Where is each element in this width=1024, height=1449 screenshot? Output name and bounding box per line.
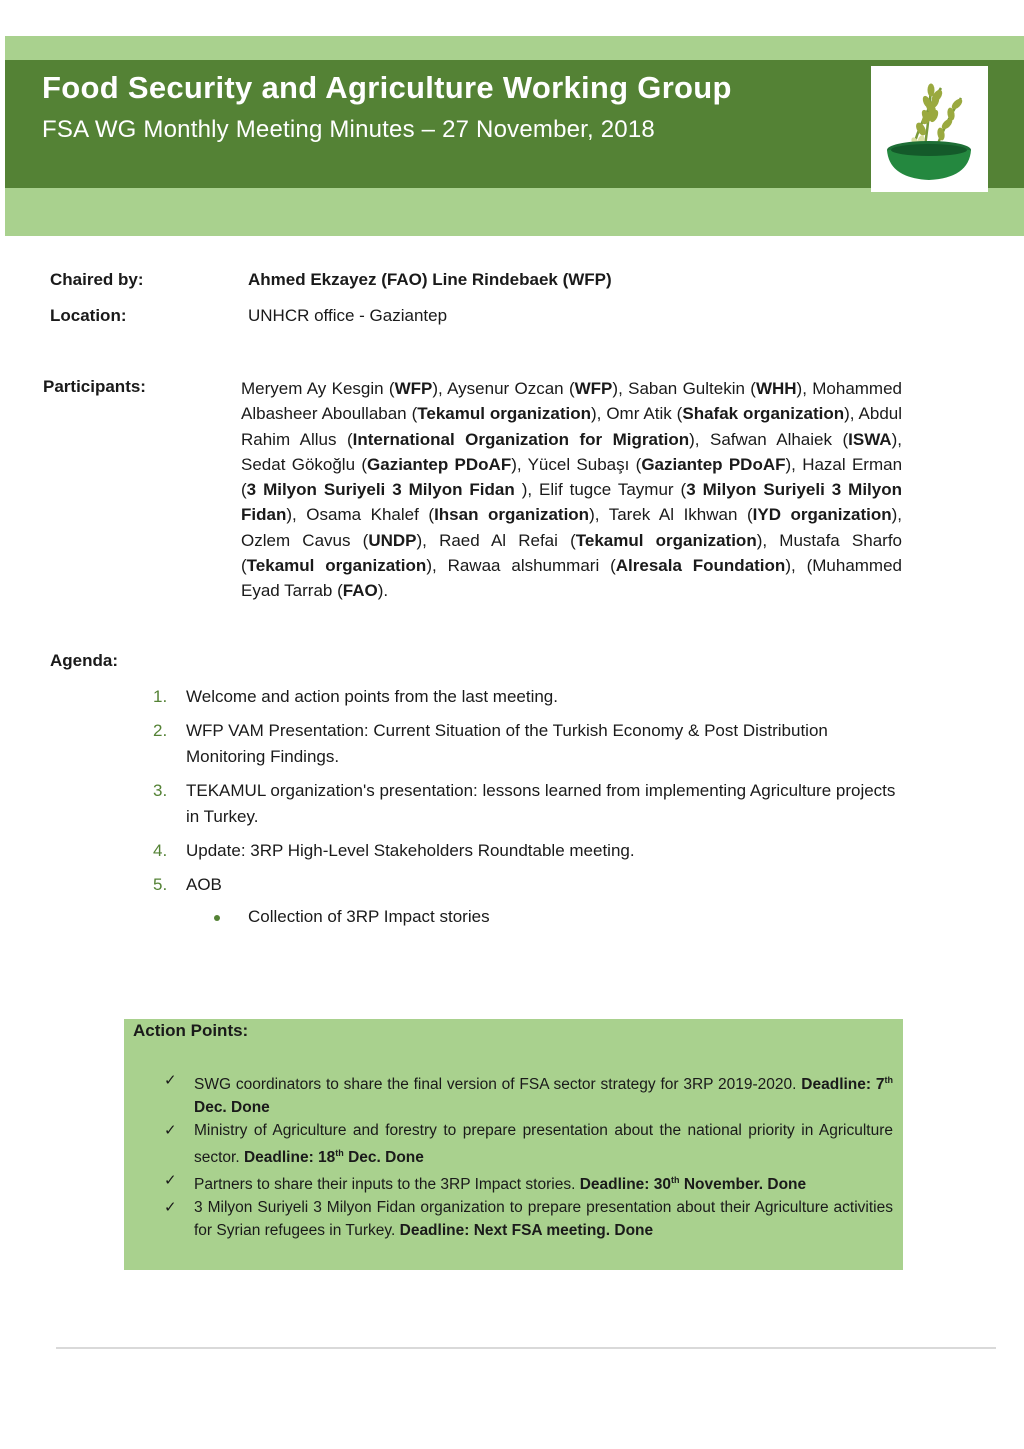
participant-org: International Organization for Migration: [352, 429, 690, 449]
participant-org: Tekamul organization: [575, 530, 757, 550]
deadline-suffix: th: [671, 1175, 680, 1186]
participant-name: Mohammed Albasheer Aboullaban: [241, 379, 903, 424]
agenda-text: Update: 3RP High-Level Stakeholders Roundtable meeting.: [186, 841, 635, 860]
participant-name: Aysenur Ozcan: [447, 379, 564, 398]
action-point-item: [164, 1196, 893, 1242]
participant-org: ISWA: [848, 429, 892, 449]
participant-name: Osama Khalef: [306, 505, 419, 525]
participant-org: UNDP: [368, 530, 417, 550]
bullet-icon: [214, 915, 220, 921]
deadline-day: 18: [318, 1149, 336, 1167]
chaired-by-label: Chaired by:: [50, 270, 144, 289]
deadline-day: 7: [875, 1076, 885, 1094]
checkmark-icon: ✓: [164, 1172, 177, 1190]
participant-org: 3 Milyon Suriyeli 3 Milyon Fidan: [246, 480, 522, 500]
action-point-deadline: [400, 1222, 654, 1239]
deadline-rest: Dec. Done: [194, 1099, 270, 1117]
agenda-text: AOB: [186, 875, 222, 894]
agenda-item: [150, 872, 902, 930]
participant-name: Ozlem Cavus: [241, 530, 351, 550]
action-points-list: [164, 1069, 893, 1242]
participant-org: WHH: [755, 379, 797, 398]
action-points-box: [124, 1019, 903, 1270]
participant-name: Meryem Ay Kesgin: [241, 379, 384, 398]
deadline-day: 30: [653, 1176, 672, 1194]
agenda-number: 4.: [153, 841, 168, 860]
action-point-text: SWG coordinators to share the final version of FSA sector strategy for 3RP 2019-2020.: [194, 1076, 802, 1094]
participant-name: Abdul Rahim Allus: [241, 404, 903, 449]
action-point-text: Ministry of Agriculture and forestry to prepare presentation about the national priority in Agriculture sector.: [194, 1122, 893, 1167]
chaired-by-value: Ahmed Ekzayez (FAO) Line Rindebaek (WFP): [248, 270, 612, 289]
agenda-item: [150, 718, 902, 770]
participant-name: Yücel Subaşı: [527, 454, 630, 474]
agenda-list: [150, 684, 902, 938]
participant-name: Omr Atik: [606, 404, 672, 424]
action-point-item: [164, 1169, 893, 1196]
participant-org: Tekamul organization: [417, 404, 591, 424]
location-label: Location:: [50, 306, 127, 325]
agenda-text: Welcome and action points from the last meeting.: [186, 687, 558, 706]
footer-divider: [56, 1347, 996, 1349]
logo: [871, 66, 988, 192]
participant-org: FAO: [342, 581, 378, 601]
agenda-text: TEKAMUL organization's presentation: lessons learned from implementing Agriculture projects in Turkey.: [186, 781, 896, 826]
action-points-label: Action Points:: [133, 1021, 249, 1040]
participant-org: WFP: [394, 379, 433, 398]
header-top-band: [5, 36, 1024, 60]
action-point-deadline: [244, 1149, 424, 1166]
action-point-text: Partners to share their inputs to the 3RP Impact stories.: [194, 1176, 580, 1194]
agenda-number: 3.: [153, 781, 168, 800]
participant-org: Gaziantep PDoAF: [367, 454, 512, 474]
deadline-label: Deadline:: [399, 1222, 474, 1240]
agenda-label: Agenda:: [50, 651, 118, 670]
participants-list: Meryem Ay Kesgin (WFP), Aysenur Ozcan (WFP), Saban Gultekin (WHH), Mohammed Albasheer Aboullaban (Tekamul organization), Omr Atik (Shafak organization), Abdul Rahim Allus (International Organization for Migration), Safwan Alhaiek (ISWA), Sedat Gökoğlu (Gaziantep PDoAF), Yücel Subaşı (Gaziantep PDoAF), Hazal Erman (3 Milyon Suriyeli 3 Milyon Fidan ), Elif tugce Taymur (3 Milyon Suriyeli 3 Milyon Fidan), Osama Khalef (Ihsan organization), Tarek Al Ikhwan (IYD organization), Ozlem Cavus (UNDP), Raed Al Refai (Tekamul organization), Mustafa Sharfo (Tekamul organization), Rawaa alshummari (Alresala Foundation), (Muhammed Eyad Tarrab (FAO).: [241, 379, 903, 601]
wheat-bowl-icon: [871, 66, 988, 192]
agenda-number: 2.: [153, 721, 168, 740]
agenda-text: WFP VAM Presentation: Current Situation of the Turkish Economy & Post Distribution Monitoring Findings.: [186, 721, 828, 766]
checkmark-icon: ✓: [164, 1199, 177, 1217]
deadline-label: Deadline:: [243, 1149, 319, 1167]
agenda-item: [150, 838, 902, 864]
checkmark-icon: ✓: [164, 1072, 177, 1089]
deadline-label: Deadline:: [801, 1076, 876, 1094]
agenda-sub-list: [212, 904, 902, 930]
participant-org: 3 Milyon Suriyeli 3 Milyon Fidan: [241, 480, 902, 525]
participant-org: Shafak organization: [682, 404, 845, 424]
participant-name: Rawaa alshummari: [447, 556, 600, 576]
participants-label: Participants:: [43, 377, 146, 396]
participant-name: Sedat Gökoğlu: [241, 454, 356, 474]
participant-org: Alresala Foundation: [615, 556, 786, 576]
participant-org: WFP: [574, 379, 613, 398]
agenda-item: [150, 684, 902, 710]
agenda-sub-item: [212, 904, 902, 930]
deadline-suffix: th: [884, 1075, 893, 1085]
checkmark-icon: ✓: [164, 1122, 177, 1140]
participant-name: Saban Gultekin: [628, 379, 745, 398]
location-value: UNHCR office - Gaziantep: [248, 306, 448, 325]
agenda-sub-text: Collection of 3RP Impact stories: [248, 907, 490, 926]
participant-org: Tekamul organization: [246, 556, 427, 576]
header-bottom-band: [5, 188, 1024, 236]
participant-name: Raed Al Refai: [439, 530, 558, 550]
participant-name: Safwan Alhaiek: [710, 429, 832, 449]
agenda-item: [150, 778, 902, 830]
action-point-item: [164, 1069, 893, 1119]
action-point-deadline: [580, 1176, 806, 1193]
action-point-text: 3 Milyon Suriyeli 3 Milyon Fidan organization to prepare presentation about their Agriculture activities for Syrian refugees in Turkey.: [194, 1199, 893, 1240]
participant-org: Gaziantep PDoAF: [641, 454, 786, 474]
participant-name: Muhammed Eyad Tarrab: [241, 556, 903, 601]
action-point-item: [164, 1119, 893, 1169]
deadline-suffix: th: [335, 1148, 344, 1159]
participant-name: Elif tugce Taymur: [539, 480, 674, 500]
deadline-label: Deadline:: [579, 1176, 654, 1194]
deadline-rest: November. Done: [679, 1176, 807, 1194]
participant-name: Hazal Erman: [802, 454, 903, 474]
participant-name: Tarek Al Ikhwan: [608, 505, 738, 525]
page-subtitle: FSA WG Monthly Meeting Minutes – 27 November, 2018: [42, 116, 655, 143]
deadline-rest: Next FSA meeting. Done: [473, 1222, 654, 1240]
participant-org: IYD organization: [752, 505, 892, 525]
agenda-number: 5.: [153, 875, 168, 894]
deadline-rest: Dec. Done: [343, 1149, 424, 1167]
participant-org: Ihsan organization: [434, 505, 590, 525]
page-title: Food Security and Agriculture Working Group: [42, 70, 732, 105]
participant-name: Mustafa Sharfo: [779, 530, 903, 550]
agenda-number: 1.: [153, 687, 168, 706]
